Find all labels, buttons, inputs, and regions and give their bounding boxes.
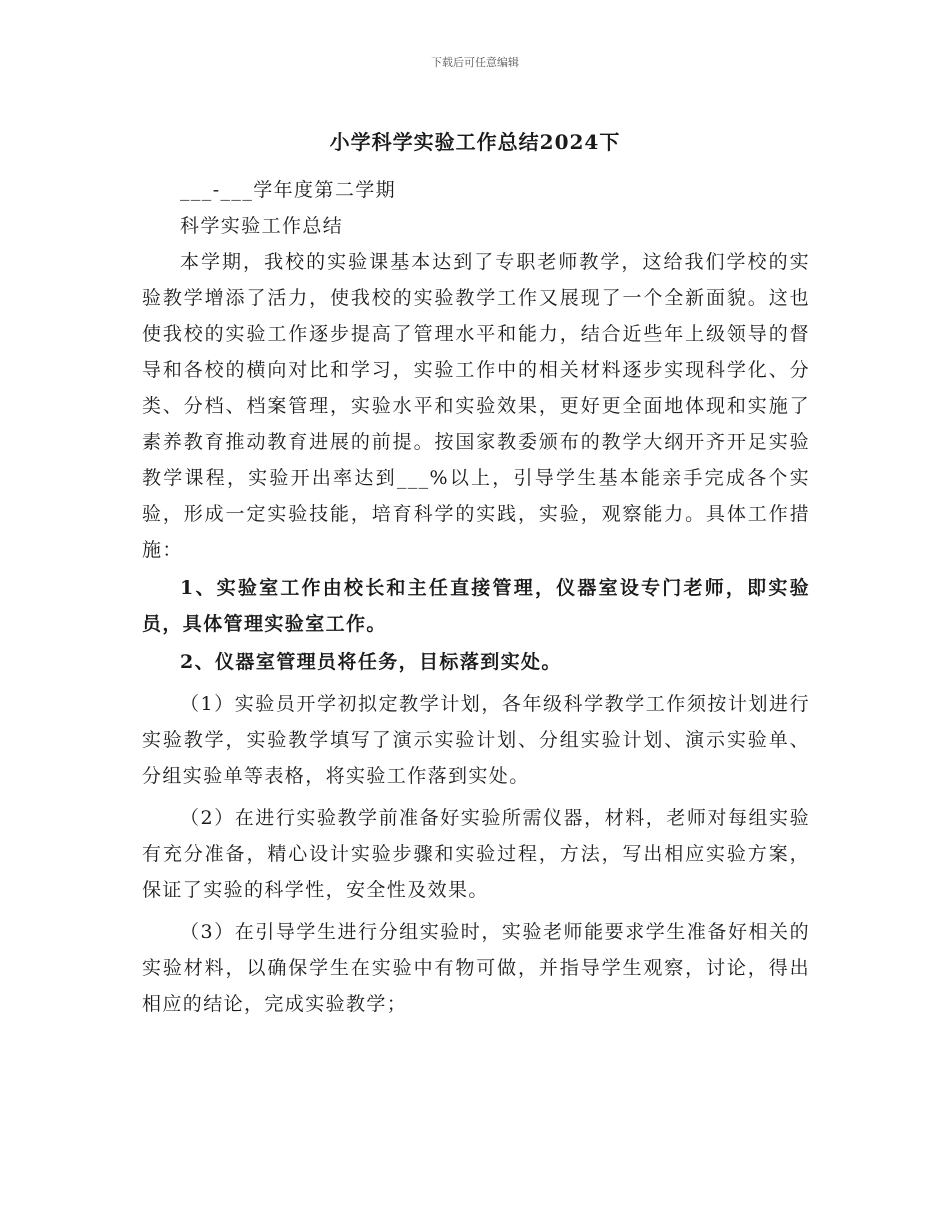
paragraph-sub-3: （3）在引导学生进行分组实验时，实验老师能要求学生准备好相关的实验材料，以确保学生在实验中有物可做，并指导学生观察，讨论，得出相应的结论，完成实验教学； <box>142 921 810 1015</box>
document-body <box>142 172 810 1022</box>
header-note: 下载后可任意编辑 <box>431 56 519 69</box>
paragraph-intro: 本学期，我校的实验课基本达到了专职老师教学，这给我们学校的实验教学增添了活力，使我校的实验教学工作又展现了一个全新面貌。这也使我校的实验工作逐步提高了管理水平和能力，结合近些年上级领导的督导和各校的横向对比和学习，实验工作中的相关材料逐步实现科学化、分类、分档、档案管理，实验水平和实验效果，更好更全面地体现和实施了素养教育推动教育进展的前提。按国家教委颁布的教学大纲开齐开足实验教学课程，实验开出率达到___%以上，引导学生基本能亲手完成各个实验，形成一定实验技能，培育科学的实践，实验，观察能力。具体工作措施： <box>142 251 810 561</box>
paragraph-item-2: 2、仪器室管理员将任务，目标落到实处。 <box>180 651 562 673</box>
paragraph-school-year: ___-___学年度第二学期 <box>180 179 397 201</box>
paragraph-sub-2: （2）在进行实验教学前准备好实验所需仪器，材料，老师对每组实验有充分准备，精心设计实验步骤和实验过程，方法，写出相应实验方案，保证了实验的科学性，安全性及效果。 <box>142 807 810 901</box>
paragraph-subtitle: 科学实验工作总结 <box>180 215 344 237</box>
document-title: 小学科学实验工作总结2024下 <box>329 130 621 154</box>
paragraph-item-1: 1、实验室工作由校长和主任直接管理，仪器室设专门老师，即实验员，具体管理实验室工作。 <box>142 577 810 635</box>
paragraph-sub-1: （1）实验员开学初拟定教学计划，各年级科学教学工作须按计划进行实验教学，实验教学填写了演示实验计划、分组实验计划、演示实验单、分组实验单等表格，将实验工作落到实处。 <box>142 693 810 787</box>
